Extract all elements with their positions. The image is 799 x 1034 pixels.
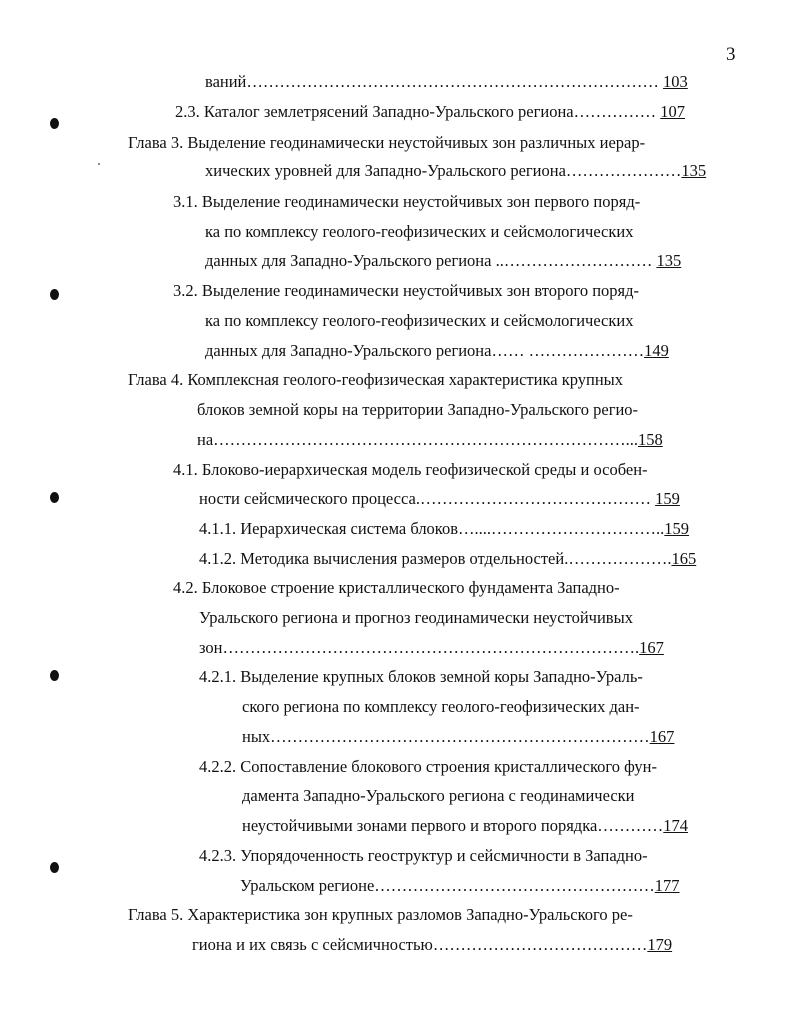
toc-line: 4.2.2. Сопоставление блокового строения кристаллического фун-	[199, 757, 657, 776]
toc-page-number: 107	[660, 102, 686, 121]
toc-line: 4.1.1. Иерархическая система блоков…....…………………………..159	[199, 519, 690, 538]
toc-line: Глава 4. Комплексная геолого-геофизическая характеристика крупных	[128, 370, 623, 389]
toc-line: ского региона по комплексу геолого-геофизических дан-	[242, 697, 640, 716]
toc-line: ваний………………………………………………………………… 103	[205, 72, 688, 91]
toc-page-number: 135	[681, 161, 707, 180]
toc-line: неустойчивыми зонами первого и второго порядка…………174	[242, 816, 689, 835]
toc-line: 2.3. Каталог землетрясений Западно-Уральского региона…………… 107	[175, 102, 686, 121]
toc-page-number: 159	[655, 489, 680, 508]
toc-page-number: 135	[656, 251, 682, 270]
toc-line: на…………………………………………………………………...158	[197, 430, 663, 449]
toc-line: 3.1. Выделение геодинамически неустойчивых зон первого поряд-	[173, 192, 641, 211]
toc-line: данных для Западно-Уральского региона…… …………………149	[205, 341, 669, 360]
toc-line: данных для Западно-Уральского региона ..……………………… 135	[205, 251, 682, 270]
toc-line: 4.2. Блоковое строение кристаллического фундамента Западно-	[173, 578, 620, 597]
toc-line: Глава 5. Характеристика зон крупных разломов Западно-Уральского ре-	[128, 905, 633, 924]
toc-line: зон………………………………………………………………….167	[199, 638, 664, 657]
toc-page-number: 174	[663, 816, 689, 835]
toc-page-number: 159	[664, 519, 690, 538]
toc-line: блоков земной коры на территории Западно-Уральского регио-	[197, 400, 639, 419]
toc-line: Глава 3. Выделение геодинамически неустойчивых зон различных иерар-	[128, 133, 646, 152]
toc-line: 4.1.2. Методика вычисления размеров отдельностей.……………….165	[199, 549, 697, 568]
scan-speck	[98, 163, 100, 165]
toc-page-number: 177	[654, 876, 680, 895]
toc-line: ных……………………………………………………………167	[242, 727, 675, 746]
toc-page-number: 158	[638, 430, 663, 449]
toc-page-number: 103	[663, 72, 688, 91]
toc-line: Уральского региона и прогноз геодинамически неустойчивых	[199, 608, 633, 627]
binding-hole-mark	[50, 670, 59, 681]
toc-line: дамента Западно-Уральского региона с геодинамически	[242, 786, 635, 805]
toc-line: ка по комплексу геолого-геофизических и сейсмологических	[205, 222, 634, 241]
toc-page-number: 165	[671, 549, 697, 568]
binding-hole-mark	[50, 492, 59, 503]
toc-page-number: 167	[649, 727, 675, 746]
binding-hole-mark	[50, 118, 59, 129]
toc-line: Уральском регионе……………………………………………177	[240, 876, 680, 895]
toc-line: ности сейсмического процесса.…………………………………… 159	[199, 489, 680, 508]
page-number: 3	[726, 44, 736, 65]
toc-line: 3.2. Выделение геодинамически неустойчивых зон второго поряд-	[173, 281, 640, 300]
toc-line: гиона и их связь с сейсмичностью…………………………………179	[192, 935, 673, 954]
toc-line: 4.1. Блоково-иерархическая модель геофизической среды и особен-	[173, 460, 648, 479]
binding-hole-mark	[50, 289, 59, 300]
toc-page-number: 179	[647, 935, 673, 954]
toc-page-number: 149	[644, 341, 669, 360]
toc-line: ка по комплексу геолого-геофизических и сейсмологических	[205, 311, 634, 330]
toc-page-number: 167	[639, 638, 664, 657]
toc-line: 4.2.1. Выделение крупных блоков земной коры Западно-Ураль-	[199, 667, 643, 686]
binding-hole-mark	[50, 862, 59, 873]
toc-line: 4.2.3. Упорядоченность геоструктур и сейсмичности в Западно-	[199, 846, 648, 865]
toc-line: хических уровней для Западно-Уральского региона…………………135	[205, 161, 707, 180]
